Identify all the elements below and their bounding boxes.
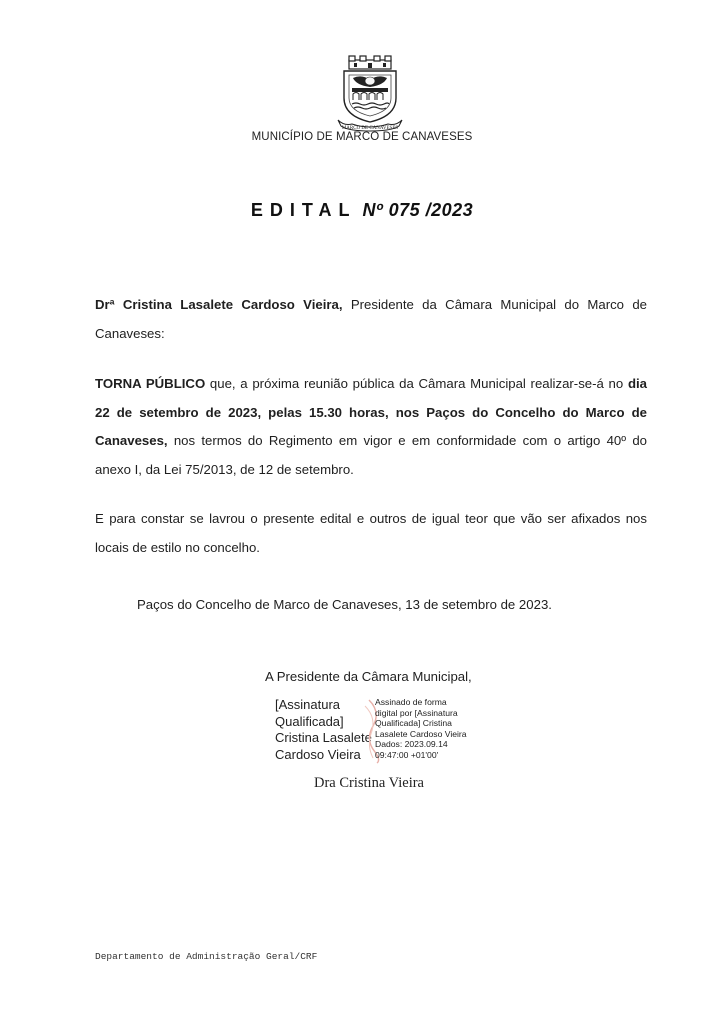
municipal-crest-logo <box>332 54 408 132</box>
signatory-name: Dra Cristina Vieira <box>314 775 424 791</box>
signature-detail-line: Dados: 2023.09.14 <box>375 739 448 750</box>
announcement-paragraph <box>95 370 647 484</box>
footer-department: Departamento de Administração Geral/CRF <box>95 951 318 962</box>
title-word: EDITAL <box>250 200 357 220</box>
signature-role: A Presidente da Câmara Municipal, <box>265 669 472 684</box>
edital-number: Nº 075 /2023 <box>362 200 474 220</box>
signature-detail-line: Qualificada] Cristina <box>375 718 452 729</box>
signature-left-line: Qualificada] <box>275 713 344 729</box>
intro-rest: Presidente da Câmara Municipal do Marco de Canaveses: <box>95 297 647 341</box>
municipality-name: MUNICÍPIO DE MARCO DE CANAVESES <box>251 131 473 143</box>
closing-paragraph: E para constar se lavrou o presente edital e outros de igual teor que vão ser afixados nos locais de estilo no concelho. <box>95 511 647 555</box>
signature-detail-line: Assinado de forma <box>375 697 447 707</box>
signature-detail-line: digital por [Assinatura <box>375 707 458 718</box>
crest-label: MARCO DE CANAVESES <box>341 126 399 131</box>
signature-left-line: Cristina Lasalete <box>275 730 372 745</box>
meeting-date: dia 22 de setembro de 2023, pelas 15.30 horas, nos Paços do Concelho do Marco de Canaveses, <box>95 376 647 448</box>
intro-paragraph <box>95 291 647 348</box>
digital-signature-details <box>375 697 467 761</box>
signature-left-line: Cardoso Vieira <box>275 746 361 762</box>
announcement-text-2: nos termos do Regimento em vigor e em conformidade com o artigo 40º do anexo I, da Lei 75/2013, de 12 de setembro. <box>95 433 647 477</box>
announcement-lead: TORNA PÚBLICO <box>95 376 206 391</box>
signature-detail-line: 09:47:00 +01'00' <box>375 749 439 760</box>
president-name: Drª Cristina Lasalete Cardoso Vieira, <box>95 297 343 312</box>
document-title <box>0 200 724 221</box>
announcement-text-1: que, a próxima reunião pública da Câmara Municipal realizar-se-á no <box>205 376 628 391</box>
signature-detail-line: Lasalete Cardoso Vieira <box>375 728 467 739</box>
place-date: Paços do Concelho de Marco de Canaveses, 13 de setembro de 2023. <box>137 597 552 612</box>
signature-left-line: [Assinatura <box>275 697 341 712</box>
